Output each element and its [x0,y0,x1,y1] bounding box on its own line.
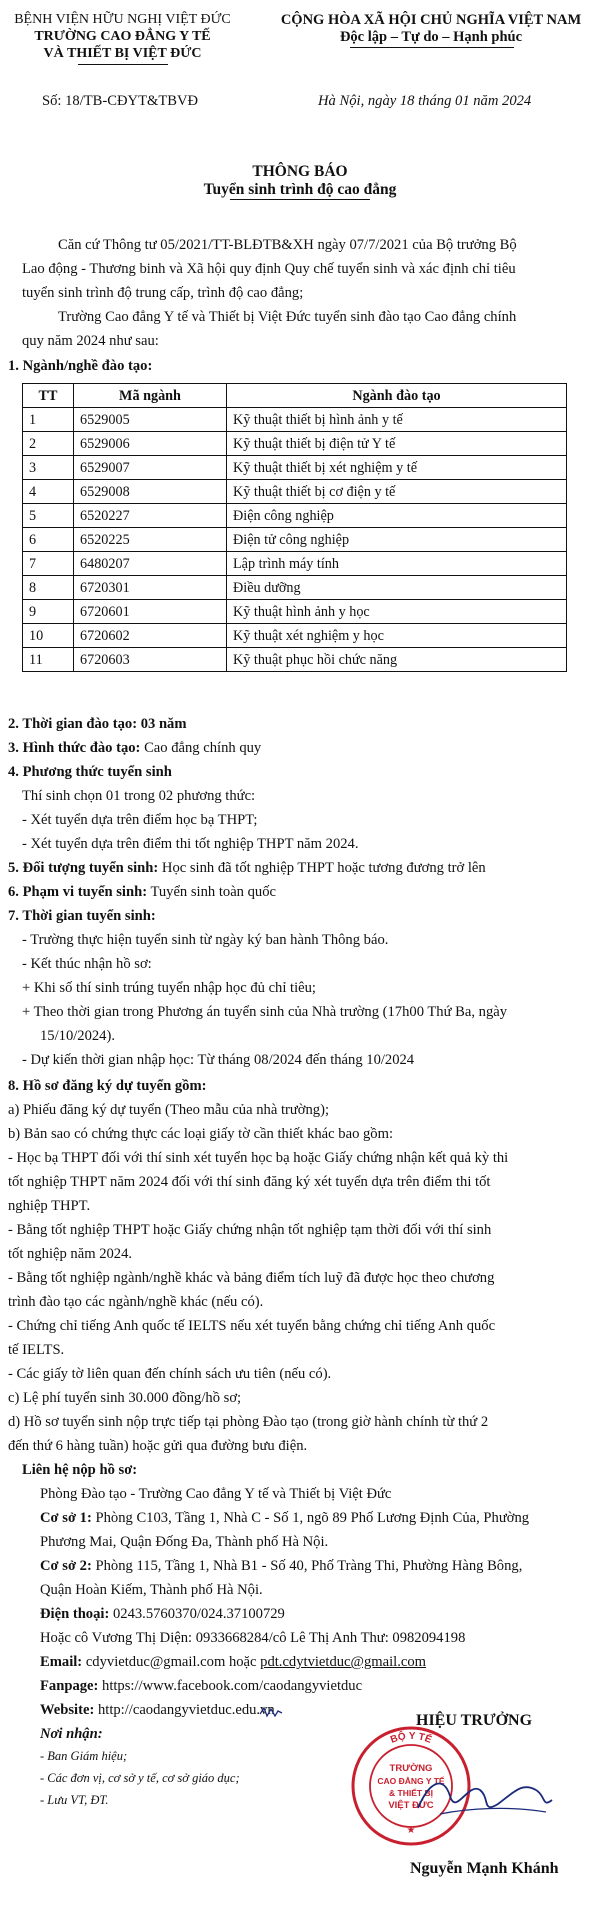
cell-tt: 10 [23,624,74,648]
s4-line-2: - Xét tuyển dựa trên điểm học bạ THPT; [22,812,258,828]
contact-cs2-line2: Quận Hoàn Kiếm, Thành phố Hà Nội. [40,1582,263,1598]
cell-major: Kỹ thuật phục hồi chức năng [227,648,567,672]
contact-phone [40,1605,285,1623]
intro-line-5: quy năm 2024 như sau: [22,333,159,349]
hospital-name: BỆNH VIỆN HỮU NGHỊ VIỆT ĐỨC [14,12,231,27]
cell-tt: 9 [23,600,74,624]
table-row [23,624,567,648]
cell-code: 6529006 [74,432,227,456]
contact-people: Hoặc cô Vương Thị Diện: 0933668284/cô Lê Thị Anh Thư: 0982094198 [40,1630,466,1646]
table-row [23,480,567,504]
header-right [262,12,600,46]
email-link-2[interactable]: pdt.cdytvietduc@gmail.com [260,1654,426,1670]
s7-line-3: + Khi số thí sinh trúng tuyển nhập học đủ chỉ tiêu; [22,980,316,996]
cell-code: 6720601 [74,600,227,624]
cell-major: Lập trình máy tính [227,552,567,576]
section-6-label: 6. Phạm vi tuyển sinh: [8,884,148,900]
section-4: 4. Phương thức tuyển sinh [8,764,172,780]
fanpage-label: Fanpage: [40,1678,99,1694]
phone-value: 0243.5760370/024.37100729 [109,1606,285,1622]
section-6 [8,883,276,901]
cell-code: 6520227 [74,504,227,528]
cell-major: Kỹ thuật hình ảnh y học [227,600,567,624]
stamp-star: ★ [406,1825,416,1836]
table-row [23,504,567,528]
stamp-line-1: TRƯỜNG [389,1763,433,1774]
section-1-heading: 1. Ngành/nghề đào tạo: [8,358,153,374]
doc-subtitle: Tuyển sinh trình độ cao đẳng [203,181,397,198]
stamp-line-4: VIỆT ĐỨC [388,1800,434,1811]
intro-line-3: tuyển sinh trình độ trung cấp, trình độ cao đẳng; [22,285,304,301]
s7-line-6: - Dự kiến thời gian nhập học: Từ tháng 08/2024 đến tháng 10/2024 [22,1052,415,1068]
table-row [23,552,567,576]
stamp-line-2: CAO ĐẲNG Y TẾ [377,1776,445,1786]
majors-table [22,383,567,672]
cell-code: 6720602 [74,624,227,648]
header-left [0,11,245,62]
cell-tt: 5 [23,504,74,528]
cell-code: 6720603 [74,648,227,672]
cell-major: Kỹ thuật thiết bị cơ điện y tế [227,480,567,504]
cell-tt: 4 [23,480,74,504]
intro-line-1: Căn cứ Thông tư 05/2021/TT-BLĐTB&XH ngày 07/7/2021 của Bộ trưởng Bộ [58,237,517,253]
cell-major: Kỹ thuật thiết bị hình ảnh y tế [227,408,567,432]
cell-tt: 1 [23,408,74,432]
section-5-label: 5. Đối tượng tuyển sinh: [8,860,159,876]
section-6-value: Tuyển sinh toàn quốc [147,884,276,900]
contact-cs2 [40,1557,522,1575]
email-label: Email: [40,1654,83,1670]
col-tt: TT [23,384,74,408]
section-3-label: 3. Hình thức đào tạo: [8,740,141,756]
initials-mark [258,1704,284,1720]
s7-line-1: - Trường thực hiện tuyển sinh từ ngày ký ban hành Thông báo. [22,932,389,948]
cell-code: 6520225 [74,528,227,552]
cell-code: 6529005 [74,408,227,432]
cell-major: Kỹ thuật thiết bị xét nghiệm y tế [227,456,567,480]
contact-fanpage [40,1677,362,1695]
section-3 [8,739,261,757]
contact-cs1-line2: Phương Mai, Quận Đống Đa, Thành phố Hà Nội. [40,1534,329,1550]
table-row [23,528,567,552]
cell-tt: 7 [23,552,74,576]
cell-code: 6529007 [74,456,227,480]
cell-major: Điện công nghiệp [227,504,567,528]
email-or: hoặc [225,1654,261,1670]
website-label: Website: [40,1702,95,1718]
col-code: Mã ngành [74,384,227,408]
s7-line-5: 15/10/2024). [40,1028,115,1044]
table-row [23,648,567,672]
s8-line-6: - Bằng tốt nghiệp THPT hoặc Giấy chứng nhận tốt nghiệp tạm thời đối với thí sinh [8,1222,492,1238]
s8-line-3: - Học bạ THPT đối với thí sinh xét tuyển học bạ hoặc Giấy chứng nhận kết quả kỳ thi [8,1150,509,1166]
section-7: 7. Thời gian tuyển sinh: [8,908,156,924]
motto-underline [350,47,514,48]
s8-line-5: nghiệp THPT. [8,1198,91,1214]
contact-website [40,1701,275,1719]
s7-line-4: + Theo thời gian trong Phương án tuyển sinh của Nhà trường (17h00 Thứ Ba, ngày [22,1004,508,1020]
cell-code: 6480207 [74,552,227,576]
cell-tt: 2 [23,432,74,456]
email-link-1[interactable]: cdyvietduc@gmail.com [82,1654,226,1670]
s8-line-4: tốt nghiệp THPT năm 2024 đối với thí sinh đăng ký xét tuyển dựa trên điểm thi tốt [8,1174,491,1190]
contact-heading: Liên hệ nộp hồ sơ: [22,1462,138,1478]
table-row [23,456,567,480]
doc-date: Hà Nội, ngày 18 tháng 01 năm 2024 [318,93,532,109]
cs2-address: Phòng 115, Tầng 1, Nhà B1 - Số 40, Phố Tràng Thi, Phường Hàng Bông, [91,1558,523,1574]
table-row [23,600,567,624]
recipient-2: - Các đơn vị, cơ sở y tế, cơ sở giáo dục; [40,1771,240,1785]
school-name-line2: VÀ THIẾT BỊ VIỆT ĐỨC [43,46,202,61]
country-name: CỘNG HÒA XÃ HỘI CHỦ NGHĨA VIỆT NAM [280,12,582,28]
cell-code: 6529008 [74,480,227,504]
s4-line-1: Thí sinh chọn 01 trong 02 phương thức: [22,788,256,804]
recipients-label: Nơi nhận: [40,1726,103,1742]
s8-line-8: - Bằng tốt nghiệp ngành/nghề khác và bảng điểm tích luỹ đã được học theo chương [8,1270,495,1286]
cell-major: Điện tử công nghiệp [227,528,567,552]
school-name-line1: TRƯỜNG CAO ĐẲNG Y TẾ [34,29,211,44]
intro-line-2: Lao động - Thương binh và Xã hội quy định Quy chế tuyển sinh và xác định chỉ tiêu [22,261,516,277]
table-header-row [23,384,567,408]
cs1-label: Cơ sở 1: [40,1510,92,1526]
section-8: 8. Hồ sơ đăng ký dự tuyển gồm: [8,1078,207,1094]
recipient-1: - Ban Giám hiệu; [40,1749,128,1763]
contact-office: Phòng Đào tạo - Trường Cao đẳng Y tế và Thiết bị Việt Đức [40,1486,392,1502]
table-row [23,408,567,432]
contact-cs1 [40,1509,529,1527]
contact-email [40,1653,426,1671]
s8-line-1: a) Phiếu đăng ký dự tuyển (Theo mẫu của nhà trường); [8,1102,329,1118]
s7-line-2: - Kết thúc nhận hồ sơ: [22,956,152,972]
subtitle-underline [230,199,370,200]
cell-major: Kỹ thuật xét nghiệm y học [227,624,567,648]
cell-code: 6720301 [74,576,227,600]
cs1-address: Phòng C103, Tầng 1, Nhà C - Số 1, ngõ 89 Phố Lương Định Của, Phường [91,1510,530,1526]
col-major: Ngành đào tạo [227,384,567,408]
cell-tt: 6 [23,528,74,552]
signer-name: Nguyễn Mạnh Khánh [410,1860,559,1877]
section-5-value: Học sinh đã tốt nghiệp THPT hoặc tương đương trở lên [158,860,486,876]
s8-line-14: d) Hồ sơ tuyển sinh nộp trực tiếp tại phòng Đào tạo (trong giờ hành chính từ thứ 2 [8,1414,489,1430]
stamp-text-top: BỘ Y TẾ [388,1730,434,1746]
handwritten-signature [410,1760,560,1830]
doc-title: THÔNG BÁO [252,163,348,180]
section-2: 2. Thời gian đào tạo: 03 năm [8,716,187,732]
cell-tt: 11 [23,648,74,672]
s8-line-15: đến thứ 6 hàng tuần) hoặc gửi qua đường bưu điện. [8,1438,308,1454]
cell-major: Điều dưỡng [227,576,567,600]
phone-label: Điện thoại: [40,1606,110,1622]
s8-line-9: trình đào tạo các ngành/nghề khác (nếu có). [8,1294,264,1310]
table-row [23,432,567,456]
signer-role: HIỆU TRƯỞNG [416,1712,533,1729]
cell-major: Kỹ thuật thiết bị điện tử Y tế [227,432,567,456]
s8-line-11: tế IELTS. [8,1342,65,1358]
header-left-underline [78,64,168,65]
recipient-3: - Lưu VT, ĐT. [40,1793,109,1807]
doc-number: Số: 18/TB-CĐYT&TBVĐ [42,93,199,109]
fanpage-link[interactable]: https://www.facebook.com/caodangyvietduc [98,1678,363,1694]
s8-line-12: - Các giấy tờ liên quan đến chính sách ưu tiên (nếu có). [8,1366,332,1382]
intro-line-4: Trường Cao đẳng Y tế và Thiết bị Việt Đức tuyển sinh đào tạo Cao đẳng chính [58,309,517,325]
s8-line-13: c) Lệ phí tuyển sinh 30.000 đồng/hồ sơ; [8,1390,242,1406]
stamp-line-3: & THIẾT BỊ [389,1788,433,1798]
table-row [23,576,567,600]
website-link[interactable]: http://caodangyvietduc.edu.vn [94,1702,275,1718]
s8-line-2: b) Bản sao có chứng thực các loại giấy tờ cần thiết khác bao gồm: [8,1126,394,1142]
s8-line-10: - Chứng chỉ tiếng Anh quốc tế IELTS nếu xét tuyển bằng chứng chỉ tiếng Anh quốc [8,1318,496,1334]
s4-line-3: - Xét tuyển dựa trên điểm thi tốt nghiệp THPT năm 2024. [22,836,359,852]
motto: Độc lập – Tự do – Hạnh phúc [339,29,523,45]
s8-line-7: tốt nghiệp năm 2024. [8,1246,133,1262]
cell-tt: 3 [23,456,74,480]
section-5 [8,859,486,877]
cs2-label: Cơ sở 2: [40,1558,92,1574]
cell-tt: 8 [23,576,74,600]
section-3-value: Cao đẳng chính quy [140,740,262,756]
